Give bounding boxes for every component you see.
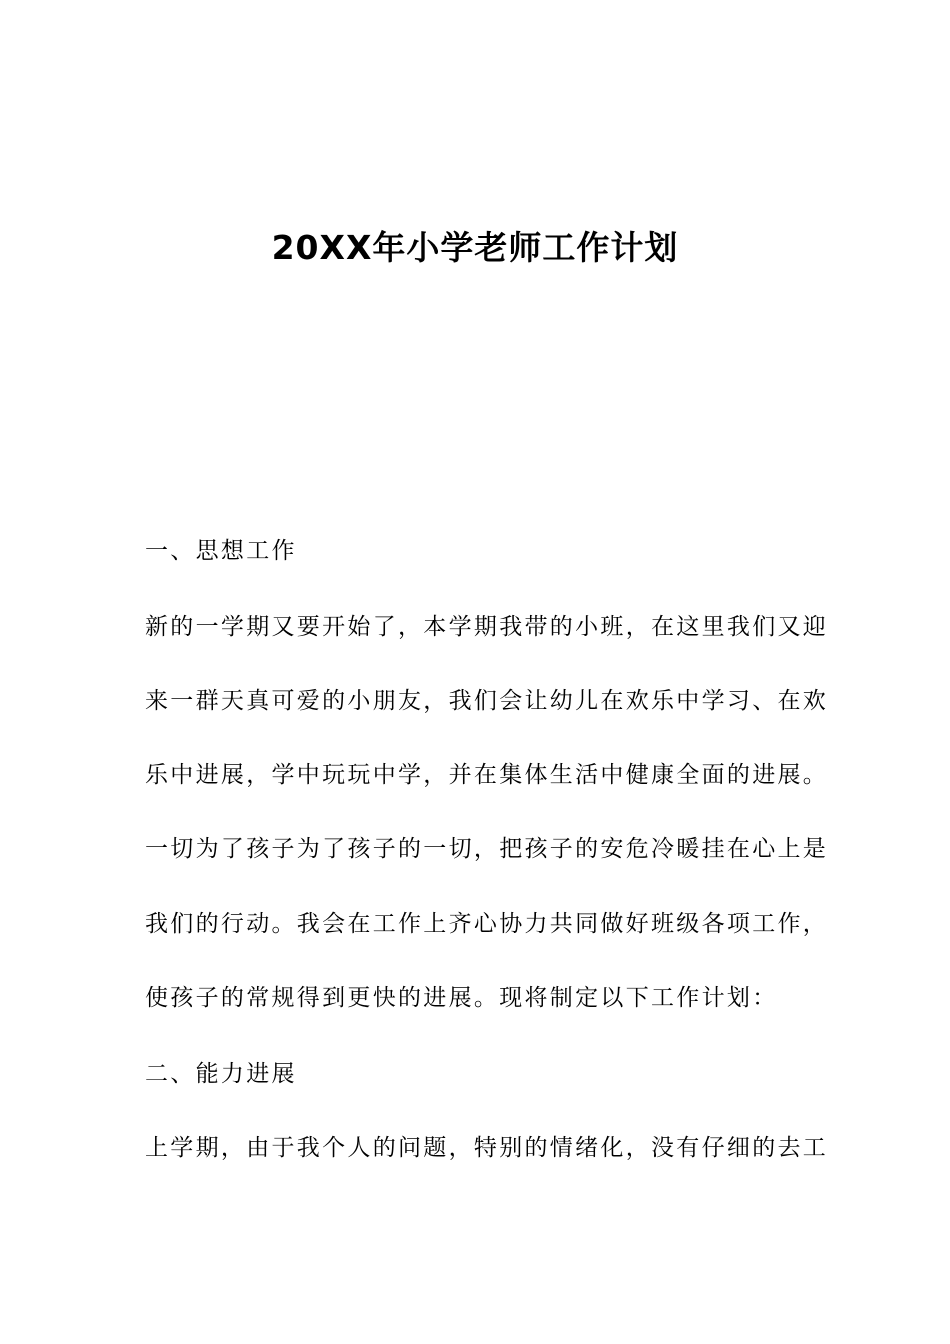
paragraph-line: 我们的行动。我会在工作上齐心协力共同做好班级各项工作， bbox=[145, 911, 829, 937]
document-title: 20XX年小学老师工作计划 bbox=[271, 228, 679, 267]
paragraph-line: 乐中进展，学中玩玩中学，并在集体生活中健康全面的进展。 bbox=[145, 762, 829, 788]
paragraph-line: 使孩子的常规得到更快的进展。现将制定以下工作计划： bbox=[145, 985, 778, 1011]
paragraph-line: 来一群天真可爱的小朋友，我们会让幼儿在欢乐中学习、在欢 bbox=[145, 688, 829, 714]
section-heading-ability-development: 二、能力进展 bbox=[145, 1061, 297, 1087]
paragraph-line: 新的一学期又要开始了，本学期我带的小班，在这里我们又迎 bbox=[145, 614, 829, 640]
paragraph-line: 一切为了孩子为了孩子的一切，把孩子的安危冷暖挂在心上是 bbox=[145, 836, 829, 862]
section-heading-thought-work: 一、思想工作 bbox=[145, 538, 297, 564]
paragraph-line: 上学期，由于我个人的问题，特别的情绪化，没有仔细的去工 bbox=[145, 1135, 829, 1161]
